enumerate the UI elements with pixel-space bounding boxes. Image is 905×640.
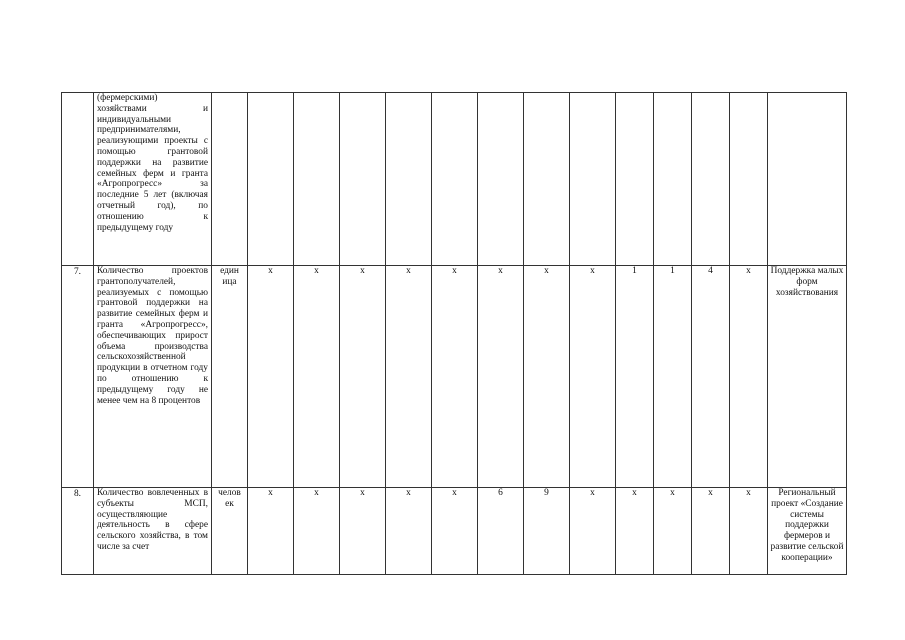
value-cell: 1 xyxy=(616,266,654,488)
value-cell: x xyxy=(616,488,654,575)
value-cell xyxy=(248,93,294,266)
value-cell: x xyxy=(340,266,386,488)
value-cell xyxy=(730,93,768,266)
value-cell: 4 xyxy=(692,266,730,488)
value-cell: x xyxy=(248,266,294,488)
value-cell xyxy=(654,93,692,266)
table-row xyxy=(62,266,847,488)
value-cell: x xyxy=(730,488,768,575)
value-cell xyxy=(524,93,570,266)
value-cell: x xyxy=(386,488,432,575)
row-number: 7. xyxy=(62,266,94,488)
value-cell xyxy=(570,93,616,266)
unit-cell: челов ек xyxy=(212,488,248,575)
row-number xyxy=(62,93,94,266)
value-cell: 9 xyxy=(524,488,570,575)
unit-cell xyxy=(212,93,248,266)
value-cell: x xyxy=(432,488,478,575)
value-cell: x xyxy=(478,266,524,488)
value-cell xyxy=(432,93,478,266)
value-cell: x xyxy=(386,266,432,488)
indicator-description: Количество вовлеченных в субъекты МСП, осуществляющие деятельность в сфере сельского хозяйства, в том числе за счет xyxy=(94,488,212,575)
value-cell xyxy=(340,93,386,266)
value-cell: x xyxy=(524,266,570,488)
value-cell: 6 xyxy=(478,488,524,575)
value-cell xyxy=(478,93,524,266)
value-cell: x xyxy=(654,488,692,575)
row-number: 8. xyxy=(62,488,94,575)
value-cell: x xyxy=(570,488,616,575)
value-cell: x xyxy=(294,488,340,575)
value-cell: x xyxy=(294,266,340,488)
value-cell xyxy=(294,93,340,266)
value-cell: x xyxy=(730,266,768,488)
indicators-table xyxy=(61,92,847,575)
program-note xyxy=(768,93,847,266)
indicator-description: (фермерскими) хозяйствами и индивидуальными предпринимателями, реализующими проекты с помощью грантовой поддержки на развитие семейных ферм и гранта «Агропрогресс» за последние 5 лет (включая отчетный год), по отношению к предыдущему году xyxy=(94,93,212,266)
value-cell xyxy=(616,93,654,266)
value-cell xyxy=(386,93,432,266)
table-row xyxy=(62,93,847,266)
value-cell: x xyxy=(570,266,616,488)
program-note: Поддержка малых форм хозяйствования xyxy=(768,266,847,488)
value-cell: x xyxy=(340,488,386,575)
value-cell: x xyxy=(432,266,478,488)
value-cell: x xyxy=(692,488,730,575)
unit-cell: един ица xyxy=(212,266,248,488)
value-cell xyxy=(692,93,730,266)
table-row xyxy=(62,488,847,575)
program-note: Региональный проект «Создание системы поддержки фермеров и развитие сельской кооперации» xyxy=(768,488,847,575)
indicator-description: Количество проектов грантополучателей, реализуемых с помощью грантовой поддержки на развитие семейных ферм и гранта «Агропрогресс», обеспечивающих прирост объема производства сельскохозяйственной продукции в отчетном году по отношению к предыдущему году не менее чем на 8 процентов xyxy=(94,266,212,488)
value-cell: x xyxy=(248,488,294,575)
value-cell: 1 xyxy=(654,266,692,488)
